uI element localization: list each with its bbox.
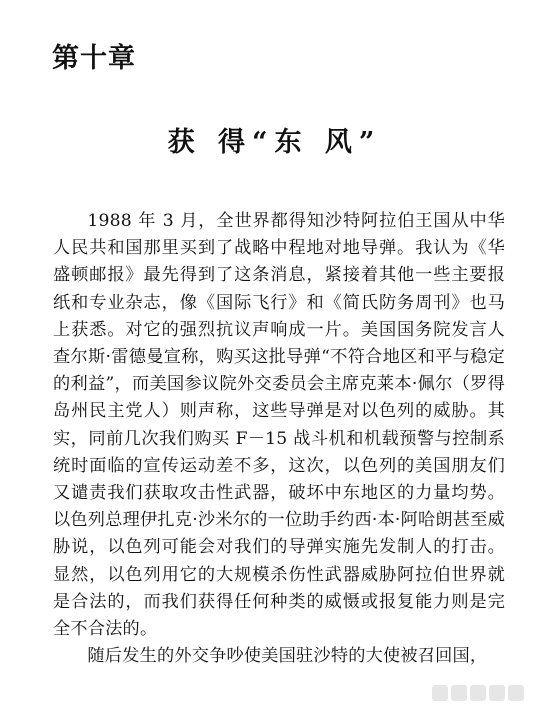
watermark-mark <box>451 685 467 701</box>
watermark-mark <box>432 685 448 701</box>
watermark-blur <box>432 685 524 701</box>
paragraph-1: 1988 年 3 月，全世界都得知沙特阿拉伯王国从中华人民共和国那里买到了战略中程地对地导弹。我认为《华盛顿邮报》最先得到了这条消息，紧接着其他一些主要报纸和专业杂志，像《国际飞行》和《简氏防务周刊》也马上获悉。对它的强烈抗议声响成一片。美国国务院发言人查尔斯·雷德曼宣称，购买这批导弹“不符合地区和平与稳定的利益”，而美国参议院外交委员会主席克莱本·佩尔（罗得岛州民主党人）则声称，这些导弹是对以色列的威胁。其实，同前几次我们购买 F－15 战斗机和机载预警与控制系统时面临的宣传运动差不多，这次，以色列的美国朋友们又谴责我们获取攻击性武器，破坏中东地区的力量均势。以色列总理伊扎克·沙米尔的一位助手约西·本·阿哈朗甚至威胁说，以色列可能会对我们的导弹实施先发制人的打击。显然，以色列用它的大规模杀伤性武器威胁阿拉伯世界就是合法的，而我们获得任何种类的威慑或报复能力则是完全不合法的。 <box>53 211 505 640</box>
watermark-mark <box>470 685 486 701</box>
body-text <box>53 208 505 670</box>
paragraph-2: 随后发生的外交争吵使美国驻沙特的大使被召回国， <box>87 646 488 667</box>
watermark-mark <box>489 685 505 701</box>
chapter-title: 获 得“东 风” <box>167 127 382 158</box>
watermark-mark <box>508 685 524 701</box>
chapter-label: 第十章 <box>52 43 136 74</box>
